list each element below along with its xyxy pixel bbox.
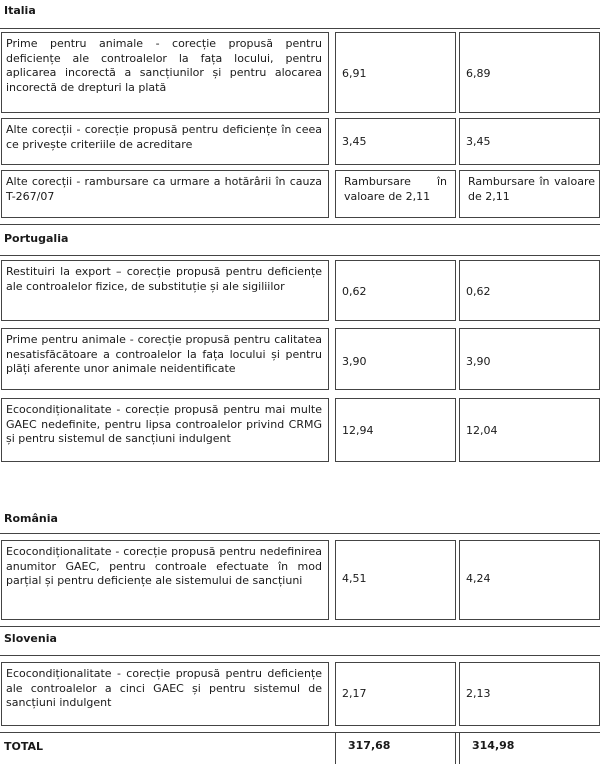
divider — [0, 626, 600, 627]
row-description: Restituiri la export – corecție propusă pentru deficiențe ale controalelor fizice, de substituție și ale sigiliilor — [1, 260, 329, 321]
section-header-romania: România — [4, 512, 58, 525]
value-text: 12,94 — [342, 424, 374, 437]
total-value: 314,98 — [472, 739, 515, 752]
value-cell-1 — [335, 118, 456, 165]
value-text: 2,17 — [342, 687, 367, 700]
value-cell-2 — [459, 32, 600, 113]
value-text: 2,13 — [466, 687, 491, 700]
total-value: 317,68 — [348, 739, 391, 752]
row-description: Ecocondiționalitate - corecție propusă pentru nedefinirea anumitor GAEC, pentru controale efectuate în mod parțial și pentru deficiențe ale sistemului de sancțiuni — [1, 540, 329, 620]
row-description: Prime pentru animale - corecție propusă pentru deficiențe ale controalelor la fața locului, pentru aplicarea incorectă a sancțiunilor și pentru alocarea incorectă de drepturi la plată — [1, 32, 329, 113]
value-text: 3,45 — [342, 135, 367, 148]
section-header-slovenia: Slovenia — [4, 632, 57, 645]
value-cell-2 — [459, 118, 600, 165]
value-text: 6,89 — [466, 67, 491, 80]
total-cell-1 — [335, 733, 456, 764]
value-text: 3,45 — [466, 135, 491, 148]
value-text: 4,51 — [342, 572, 367, 585]
value-text: 0,62 — [342, 285, 367, 298]
divider — [0, 255, 600, 256]
row-description: Alte corecții - corecție propusă pentru deficiențe în ceea ce privește criteriile de acreditare — [1, 118, 329, 165]
value-cell-2 — [459, 260, 600, 321]
value-cell-2: Rambursare în valoare de 2,11 — [459, 170, 600, 218]
value-cell-2 — [459, 328, 600, 390]
value-text: 4,24 — [466, 572, 491, 585]
value-text: 3,90 — [342, 355, 367, 368]
section-header-italia: Italia — [4, 4, 36, 17]
value-cell-2 — [459, 662, 600, 726]
divider — [0, 533, 600, 534]
section-header-portugalia: Portugalia — [4, 232, 69, 245]
value-cell-1 — [335, 260, 456, 321]
value-cell-1 — [335, 662, 456, 726]
value-cell-1 — [335, 32, 456, 113]
value-text: 3,90 — [466, 355, 491, 368]
value-cell-1: Rambursare în valoare de 2,11 — [335, 170, 456, 218]
divider — [0, 28, 600, 29]
value-cell-2 — [459, 540, 600, 620]
value-text: 0,62 — [466, 285, 491, 298]
divider — [0, 224, 600, 225]
row-description: Ecocondiționalitate - corecție propusă pentru deficiențe ale controalelor a cinci GAEC și pentru sistemul de sancțiuni indulgent — [1, 662, 329, 726]
total-cell-2 — [459, 733, 600, 764]
value-cell-1 — [335, 540, 456, 620]
value-cell-1 — [335, 398, 456, 462]
row-description: Prime pentru animale - corecție propusă pentru calitatea nesatisfăcătoare a controalelor la fața locului și pentru plăți aferente unor animale neidentificate — [1, 328, 329, 390]
value-text: 12,04 — [466, 424, 498, 437]
total-label: TOTAL — [4, 740, 44, 753]
value-text: 6,91 — [342, 67, 367, 80]
value-cell-2 — [459, 398, 600, 462]
row-description: Ecocondiționalitate - corecție propusă pentru mai multe GAEC nedefinite, pentru lipsa controalelor privind CRMG și pentru sistemul de sancțiuni indulgent — [1, 398, 329, 462]
divider — [0, 655, 600, 656]
row-description: Alte corecții - rambursare ca urmare a hotărârii în cauza T-267/07 — [1, 170, 329, 218]
value-cell-1 — [335, 328, 456, 390]
